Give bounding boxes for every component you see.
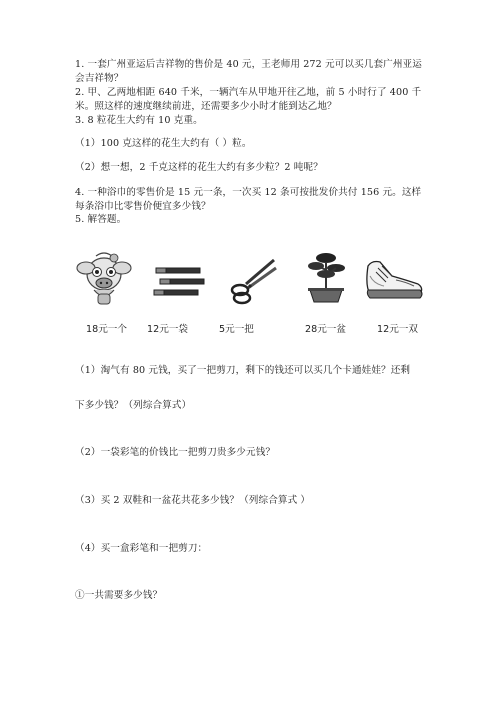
price-markers: 12元一袋 (147, 324, 188, 335)
question-1-line-2: 下多少钱？（列综合算式） (75, 400, 192, 411)
shoe-icon (362, 246, 426, 308)
price-shoe: 12元一双 (377, 324, 418, 335)
markers-icon (150, 246, 208, 308)
question-2: （2）一袋彩笔的价钱比一把剪刀贵多少元钱？ (75, 447, 276, 458)
scissors-icon (228, 246, 280, 308)
problem-5-line-1: 5. 解答题。 (75, 214, 127, 225)
problem-3-question-2: （2）想一想，2 千克这样的花生大约有多少粒？2 吨呢？ (75, 162, 323, 173)
price-scissors: 5元一把 (219, 324, 254, 335)
problem-4-line-1: 4. 一种浴巾的零售价是 15 元一条，一次买 12 条可按批发价共付 156 元。这样 (75, 187, 422, 198)
problem-2-line-2: 米。照这样的速度继续前进，还需要多少小时才能到达乙地？ (75, 101, 337, 112)
problem-3-question-1: （1）100 克这样的花生大约有（ ）粒。 (75, 138, 252, 149)
question-3: （3）买 2 双鞋和一盆花共花多少钱？（列综合算式 ） (75, 495, 311, 506)
question-4: （4）买一盒彩笔和一把剪刀： (75, 543, 208, 554)
problem-3-line-1: 3. 8 粒花生大约有 10 克重。 (75, 115, 203, 126)
price-doll: 18元一个 (86, 324, 127, 335)
problem-4-line-2: 每条浴巾比零售价便宜多少钱？ (75, 201, 211, 212)
problem-2-line-1: 2. 甲、乙两地相距 640 千米，一辆汽车从甲地开往乙地，前 5 小时行了 400 千 (75, 87, 422, 98)
question-4-sub-1: ①一共需要多少钱？ (75, 590, 163, 601)
price-bonsai: 28元一盆 (305, 324, 346, 335)
doll-icon (74, 246, 134, 308)
problem-1-line-2: 会吉祥物？ (75, 73, 124, 84)
problem-1-line-1: 1. 一套广州亚运后吉祥物的售价是 40 元，王老师用 272 元可以买几套广州亚运 (75, 59, 422, 70)
question-1-line-1: （1）淘气有 80 元钱，买了一把剪刀，剩下的钱还可以买几个卡通娃娃？还剩 (75, 365, 411, 376)
bonsai-icon (302, 246, 350, 308)
